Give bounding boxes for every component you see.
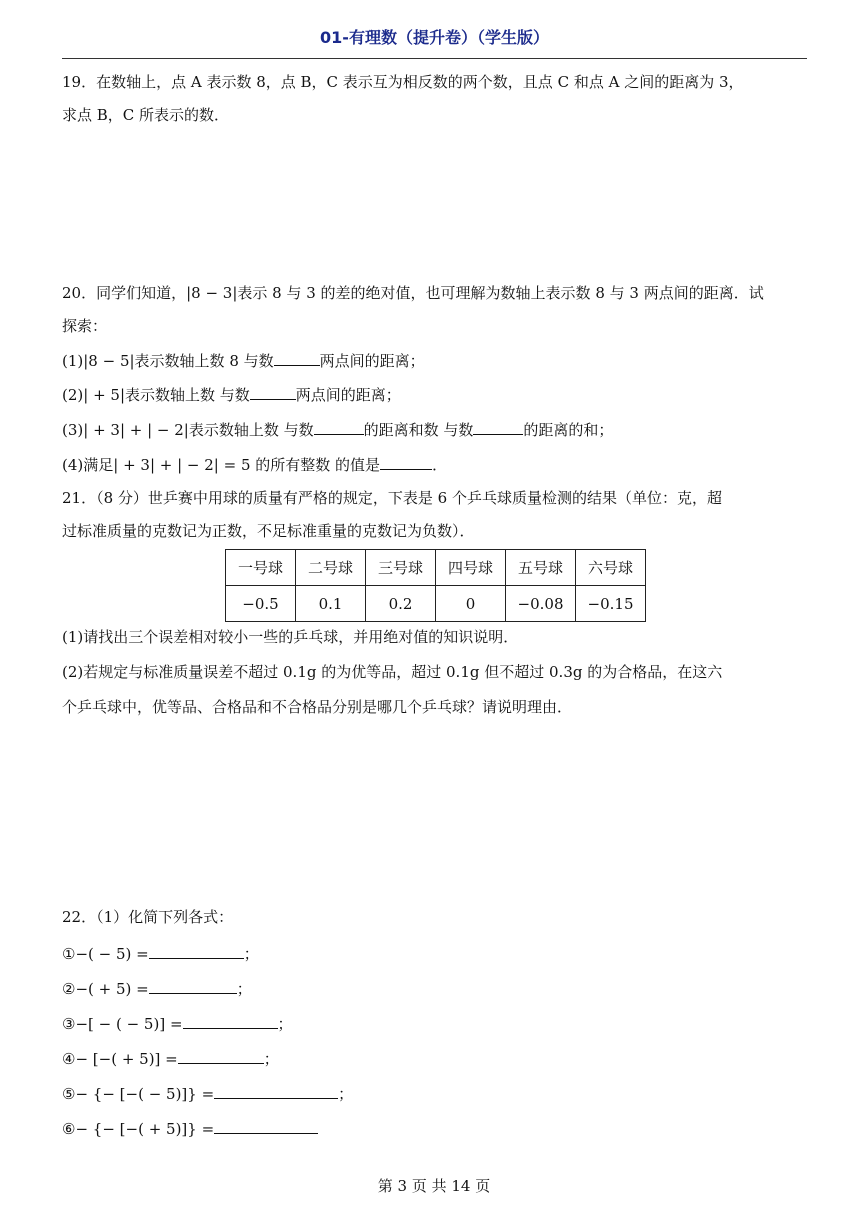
answer-blank[interactable]: [473, 418, 523, 435]
answer-blank[interactable]: [178, 1047, 264, 1064]
q22-expr: ②−( + 5) =: [62, 980, 149, 998]
q22-expr: ④− [−( + 5)] =: [62, 1050, 178, 1068]
q20-part2: [62, 383, 401, 405]
table-cell: −0.5: [226, 586, 296, 622]
table-header-row: [226, 550, 646, 586]
q22-expr: ⑥− {− [−( + 5)]} =: [62, 1120, 215, 1138]
q20-part1-text-end: 两点间的距离；: [319, 352, 425, 370]
q21-part2-line1: (2)若规定与标准质量误差不超过 0.1g 的为优等品，超过 0.1g 但不超过 0.3g 的为合格品，在这六: [62, 663, 723, 681]
q20-part1: [62, 349, 425, 371]
table-cell: −0.08: [506, 586, 576, 622]
ball-mass-table: [225, 549, 646, 622]
q20-part3-text-mid: 的距离和数 与数: [363, 421, 474, 439]
table-row: [226, 586, 646, 622]
table-cell: 0.2: [366, 586, 436, 622]
answer-blank[interactable]: [380, 453, 432, 470]
q20-part3-text: (3)| + 3| + | − 2|表示数轴上数 与数: [62, 421, 314, 439]
answer-blank[interactable]: [250, 383, 296, 400]
answer-blank[interactable]: [314, 418, 364, 435]
q22-end: ；: [243, 945, 259, 963]
table-cell: 0: [436, 586, 506, 622]
q21-part2-line2: 个乒乓球中，优等品、合格品和不合格品分别是哪几个乒乓球？请说明理由．: [62, 698, 573, 716]
q19-line2: 求点 B，C 所表示的数．: [62, 106, 230, 124]
table-cell: −0.15: [576, 586, 646, 622]
table-header-cell: 六号球: [576, 550, 646, 586]
answer-blank[interactable]: [214, 1117, 318, 1134]
q20-line2: 探索：: [62, 317, 108, 335]
answer-blank[interactable]: [214, 1082, 338, 1099]
q20-part3-text-end: 的距离的和；: [523, 421, 614, 439]
page-footer-number: 第 3 页 共 14 页: [377, 1177, 491, 1195]
answer-blank[interactable]: [274, 349, 320, 366]
table-header-cell: 三号球: [366, 550, 436, 586]
q20-part2-text: (2)| + 5|表示数轴上数 与数: [62, 386, 250, 404]
header-divider: [62, 58, 807, 59]
q22-item-1: [62, 942, 259, 964]
page-header-title: 01-有理数（提升卷）（学生版）: [320, 28, 549, 47]
answer-blank[interactable]: [149, 977, 237, 994]
q21-line2: 过标准质量的克数记为正数，不足标准重量的克数记为负数）．: [62, 522, 475, 540]
table-cell: 0.1: [296, 586, 366, 622]
q22-item-4: [62, 1047, 279, 1069]
q19-line1: 19．在数轴上，点 A 表示数 8，点 B，C 表示互为相反数的两个数，且点 C 和点 A 之间的距离为 3，: [62, 73, 744, 91]
q20-part4-text-end: ．: [432, 456, 448, 474]
table-header-cell: 二号球: [296, 550, 366, 586]
table-header-cell: 一号球: [226, 550, 296, 586]
q22-expr: ①−( − 5) =: [62, 945, 149, 963]
q22-item-6: [62, 1117, 318, 1139]
q22-end: ；: [236, 980, 252, 998]
answer-blank[interactable]: [149, 942, 244, 959]
q22-intro: 22．（1）化简下列各式：: [62, 908, 234, 926]
q22-end: ；: [263, 1050, 279, 1068]
q22-item-2: [62, 977, 252, 999]
q20-part3: [62, 418, 613, 440]
table-header-cell: 五号球: [506, 550, 576, 586]
q22-end: ；: [338, 1085, 354, 1103]
answer-blank[interactable]: [183, 1012, 278, 1029]
q20-line1: 20．同学们知道，|8 − 3|表示 8 与 3 的差的绝对值，也可理解为数轴上表示数 8 与 3 两点间的距离．试: [62, 284, 764, 302]
q22-item-5: [62, 1082, 353, 1104]
q22-item-3: [62, 1012, 293, 1034]
q21-line1: 21．（8 分）世乒赛中用球的质量有严格的规定，下表是 6 个乒乓球质量检测的结果（单位：克，超: [62, 489, 722, 507]
q20-part1-text: (1)|8 − 5|表示数轴上数 8 与数: [62, 352, 274, 370]
q22-expr: ③−[ − ( − 5)] =: [62, 1015, 183, 1033]
q20-part4-text: (4)满足| + 3| + | − 2| = 5 的所有整数 的值是: [62, 456, 381, 474]
q20-part4: [62, 453, 447, 475]
q20-part2-text-end: 两点间的距离；: [295, 386, 401, 404]
q22-expr: ⑤− {− [−( − 5)]} =: [62, 1085, 215, 1103]
q21-part1: (1)请找出三个误差相对较小一些的乒乓球，并用绝对值的知识说明．: [62, 628, 519, 646]
q22-end: ；: [277, 1015, 293, 1033]
table-header-cell: 四号球: [436, 550, 506, 586]
